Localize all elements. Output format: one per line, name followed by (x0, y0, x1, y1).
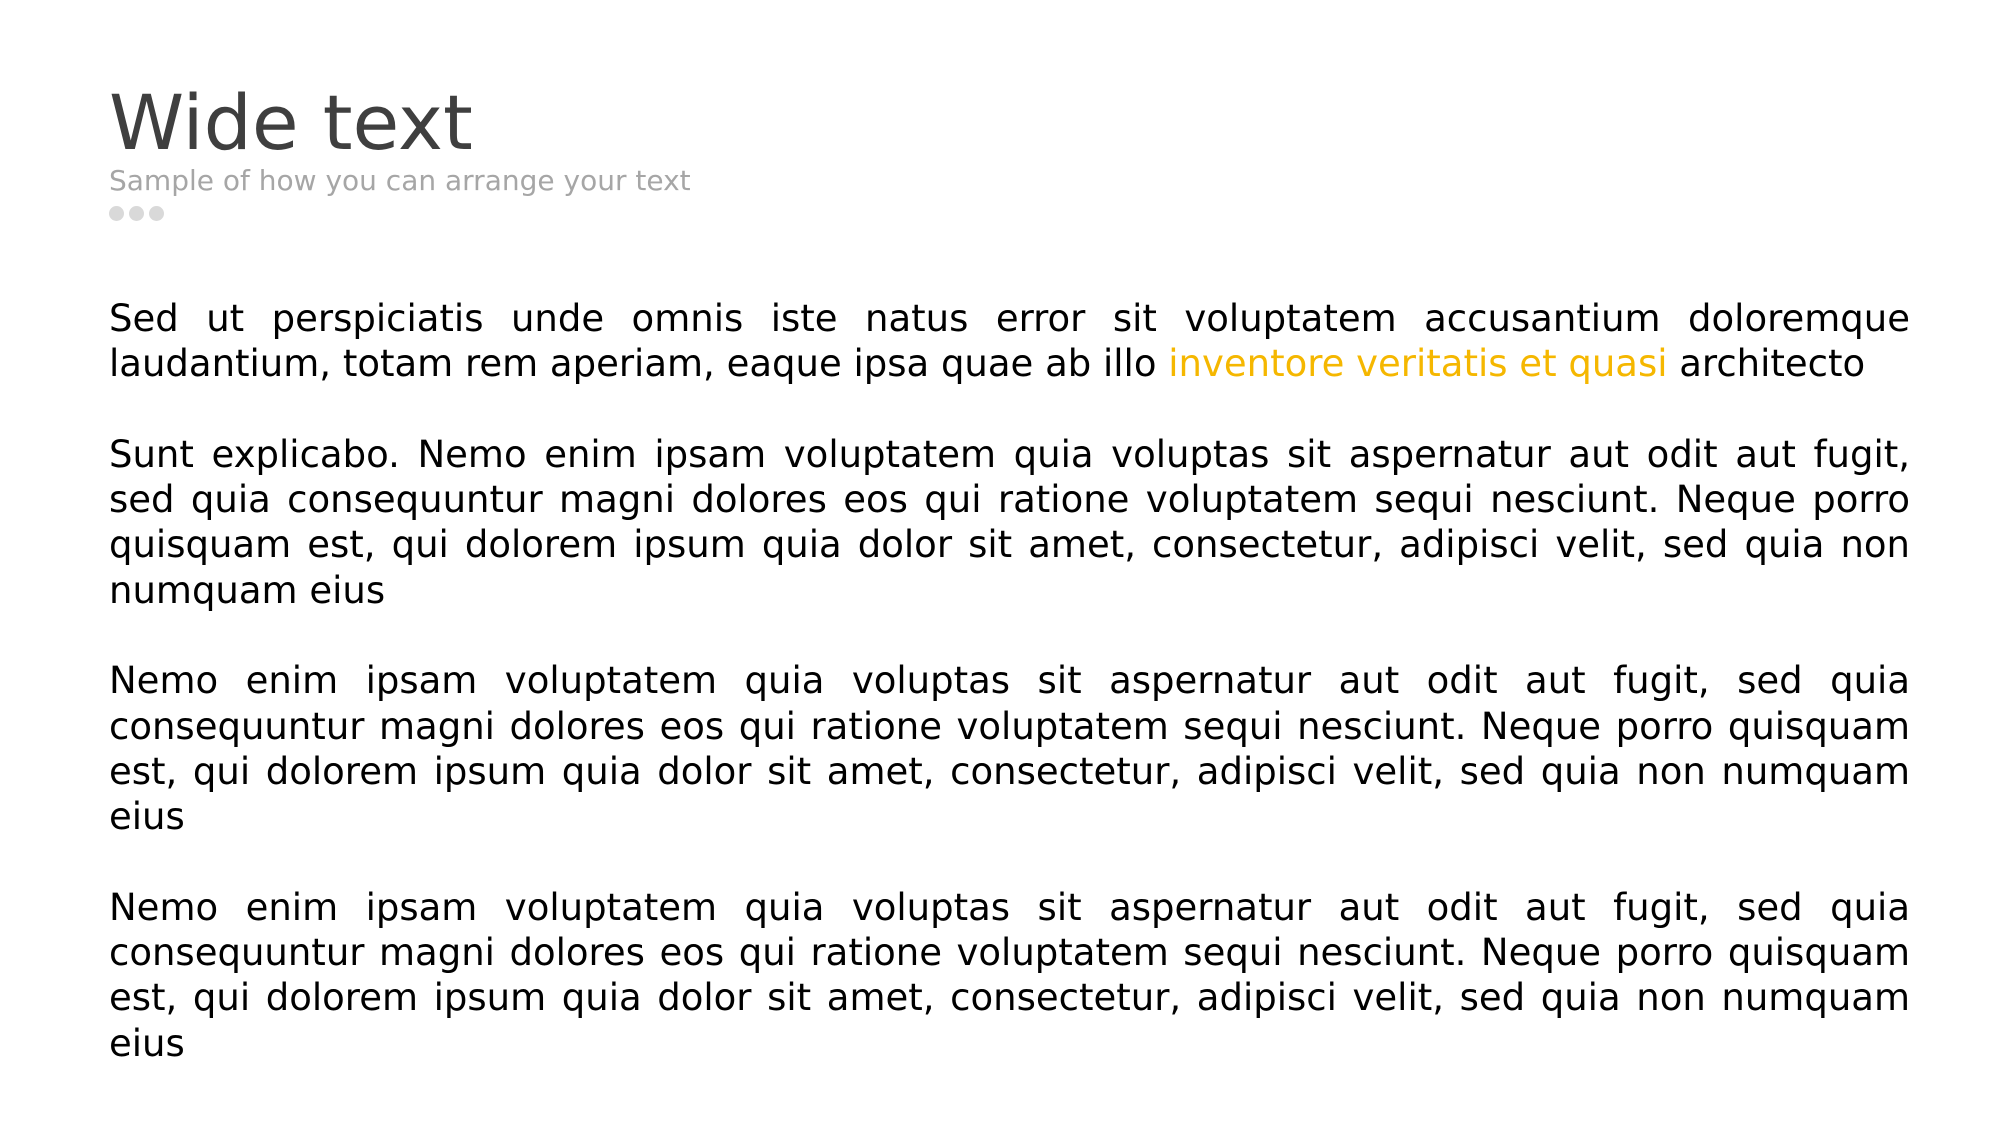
highlighted-text: inventore veritatis et quasi (1168, 342, 1668, 386)
dot-icon (149, 206, 164, 221)
paragraph-3: Nemo enim ipsam voluptatem quia voluptas sit aspernatur aut odit aut fugit, sed quia consequuntur magni dolores eos qui ratione voluptatem sequi nesciunt. Neque porro quisquam est, qui dolorem ipsum quia dolor sit amet, consectetur, adipisci velit, sed quia non numquam eius (109, 659, 1910, 839)
decorative-dots (109, 206, 691, 221)
paragraph-1 (109, 296, 1910, 387)
dot-icon (129, 206, 144, 221)
paragraph-1-text-end: architecto (1667, 342, 1866, 386)
paragraph-2: Sunt explicabo. Nemo enim ipsam voluptatem quia voluptas sit aspernatur aut odit aut fugit, sed quia consequuntur magni dolores eos qui ratione voluptatem sequi nesciunt. Neque porro quisquam est, qui dolorem ipsum quia dolor sit amet, consectetur, adipisci velit, sed quia non numquam eius (109, 432, 1910, 612)
slide-header (109, 78, 691, 221)
paragraph-4: Nemo enim ipsam voluptatem quia voluptas sit aspernatur aut odit aut fugit, sed quia consequuntur magni dolores eos qui ratione voluptatem sequi nesciunt. Neque porro quisquam est, qui dolorem ipsum quia dolor sit amet, consectetur, adipisci velit, sed quia non numquam eius (109, 885, 1910, 1065)
dot-icon (109, 206, 124, 221)
body-text (109, 296, 1910, 1111)
page-subtitle: Sample of how you can arrange your text (109, 164, 691, 197)
paragraph-1-text-start: Sed ut perspiciatis unde omnis iste natus error sit voluptatem accusantium doloremque laudantium, totam rem aperiam, eaque ipsa quae ab illo (109, 297, 1910, 386)
page-title: Wide text (109, 78, 473, 167)
